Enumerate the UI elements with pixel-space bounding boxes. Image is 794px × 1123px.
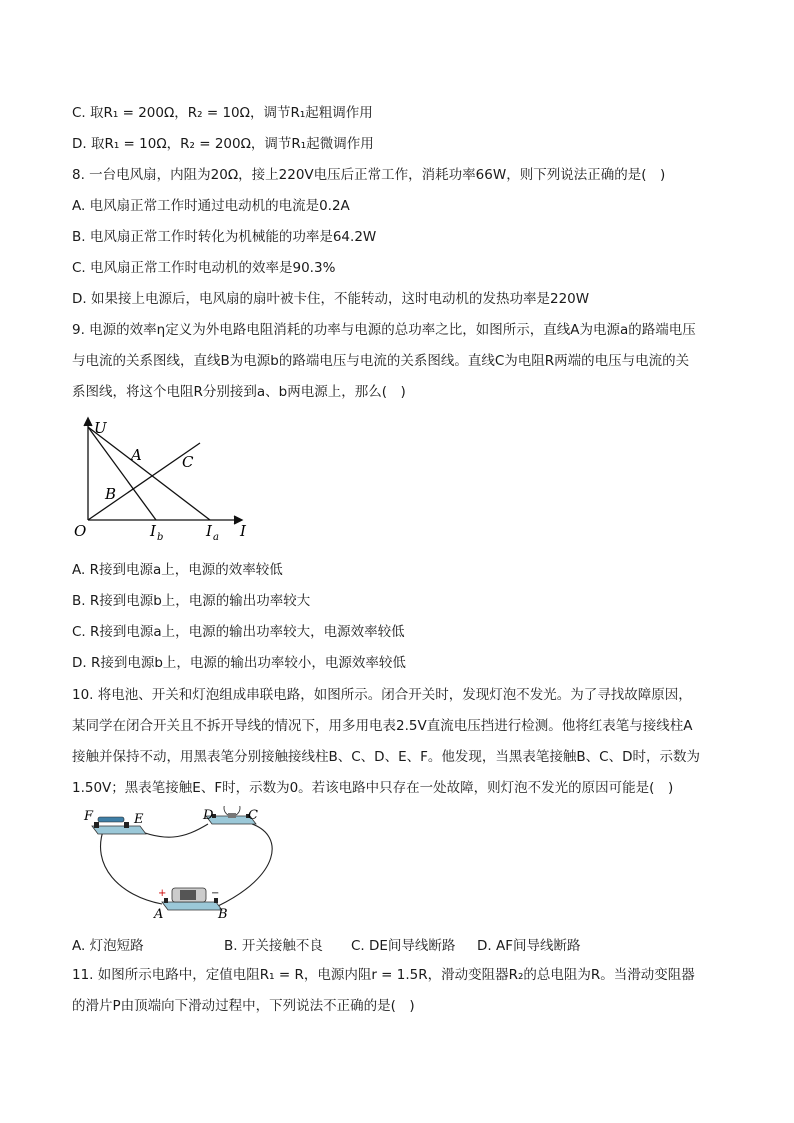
q10-option-b: B. 开关接触不良: [224, 938, 323, 954]
line-a: [88, 427, 210, 520]
q10-option-a: A. 灯泡短路: [72, 938, 144, 954]
wire-f-a: [101, 828, 162, 904]
battery-plus: +: [158, 888, 167, 899]
q10-stem-line-3: 接触并保持不动，用黑表笔分别接触接线柱B、C、D、E、F。他发现，当黑表笔接触B、C、D时，示数为: [72, 749, 700, 765]
terminal-d: D: [203, 808, 214, 823]
label-ib-sub: b: [157, 532, 164, 543]
label-ib: I: [150, 522, 156, 540]
q8-option-a: A. 电风扇正常工作时通过电动机的电流是0.2A: [72, 198, 350, 214]
terminal-a: A: [154, 907, 164, 922]
q9-stem-line-1: 9. 电源的效率η定义为外电路电阻消耗的功率与电源的总功率之比，如图所示，直线A为电源a的路端电压: [72, 322, 696, 338]
q10-stem-line-2: 某同学在闭合开关且不拆开导线的情况下，用多用电表2.5V直流电压挡进行检测。他将红表笔与接线柱A: [72, 718, 693, 734]
q9-stem-line-2: 与电流的关系图线，直线B为电源b的路端电压与电流的关系图线。直线C为电阻R两端的电压与电流的关: [72, 353, 690, 369]
q9-option-d: D. R接到电源b上，电源的输出功率较小，电源效率较低: [72, 655, 406, 671]
q10-option-d: D. AF间导线断路: [477, 938, 581, 954]
q11-stem-line-1: 11. 如图所示电路中，定值电阻R₁ = R，电源内阻r = 1.5R，滑动变阻器R₂的总电阻为R。当滑动变阻器: [72, 967, 695, 983]
label-i: I: [240, 522, 246, 540]
label-u: U: [94, 419, 107, 437]
wire-c-b: [218, 824, 272, 906]
q8-option-b: B. 电风扇正常工作时转化为机械能的功率是64.2W: [72, 229, 377, 245]
q10-stem-line-1: 10. 将电池、开关和灯泡组成串联电路，如图所示。闭合开关时，发现灯泡不发光。为了寻找故障原因，: [72, 687, 692, 703]
q8-option-d: D. 如果接上电源后，电风扇的扇叶被卡住，不能转动，这时电动机的发热功率是220W: [72, 291, 590, 307]
u-axis-arrow: [84, 418, 92, 426]
label-c: C: [182, 453, 194, 471]
q10-stem-line-4: 1.50V；黑表笔接触E、F时，示数为0。若该电路中只存在一处故障，则灯泡不发光的原因可能是( ): [72, 780, 674, 796]
label-a: A: [131, 446, 142, 464]
q9-option-a: A. R接到电源a上，电源的效率较低: [72, 562, 283, 578]
q8-stem: 8. 一台电风扇，内阻为20Ω，接上220V电压后正常工作，消耗功率66W，则下列说法正确的是( ): [72, 167, 666, 183]
label-b: B: [105, 485, 117, 503]
q10-option-c: C. DE间导线断路: [351, 938, 456, 954]
terminal-f: F: [84, 809, 94, 824]
label-ia: I: [206, 522, 212, 540]
terminal-e: E: [134, 812, 144, 827]
q9-stem-line-3: 系图线，将这个电阻R分别接到a、b两电源上，那么( ): [72, 384, 406, 400]
label-o: O: [74, 522, 87, 540]
terminal-b: B: [218, 907, 228, 922]
q11-stem-line-2: 的滑片P由顶端向下滑动过程中，下列说法不正确的是( ): [72, 998, 415, 1014]
q10-circuit-diagram: [80, 806, 290, 924]
q9-option-c: C. R接到电源a上，电源的输出功率较大，电源效率较低: [72, 624, 405, 640]
q7-option-d: D. 取R₁ = 10Ω，R₂ = 200Ω，调节R₁起微调作用: [72, 136, 374, 152]
battery-minus: −: [211, 888, 220, 899]
line-b: [88, 427, 156, 520]
q8-option-c: C. 电风扇正常工作时电动机的效率是90.3%: [72, 260, 336, 276]
terminal-c: C: [248, 808, 258, 823]
q9-ui-graph: [70, 415, 260, 545]
q7-option-c: C. 取R₁ = 200Ω，R₂ = 10Ω，调节R₁起粗调作用: [72, 105, 373, 121]
label-ia-sub: a: [213, 532, 219, 543]
q9-option-b: B. R接到电源b上，电源的输出功率较大: [72, 593, 311, 609]
